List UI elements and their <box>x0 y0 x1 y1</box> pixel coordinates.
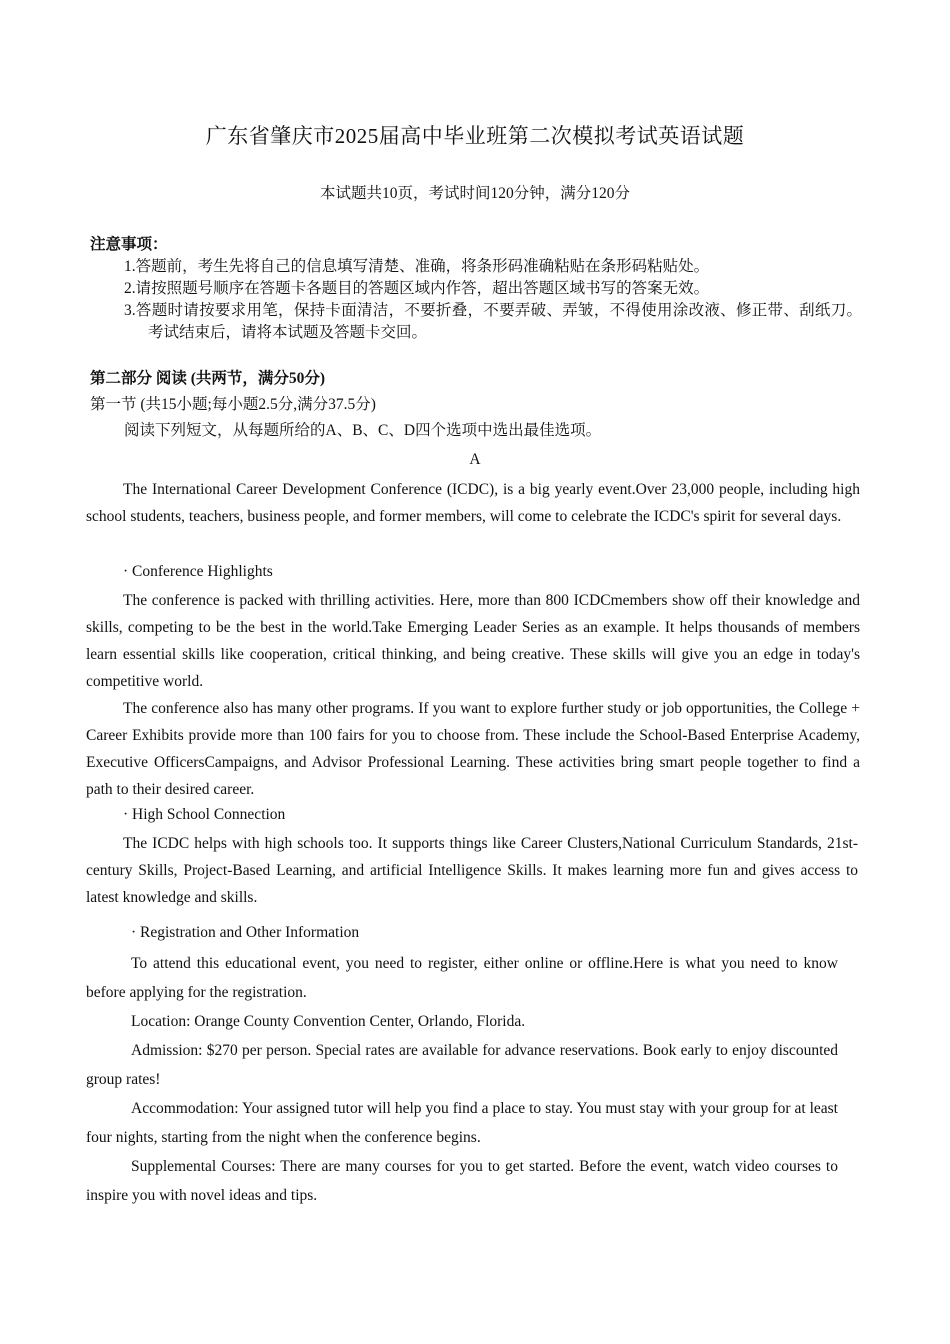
section-subtitle: 第一节 (共15小题;每小题2.5分,满分37.5分) <box>90 396 376 413</box>
notice-item: 3.答题时请按要求用笔，保持卡面清洁，不要折叠，不要弄破、弄皱，不得使用涂改液、修正带、刮纸刀。考试结束后，请将本试题及答题卡交回。 <box>124 302 862 341</box>
section-heading: · Conference Highlights <box>123 563 273 580</box>
highlights-body <box>86 587 860 803</box>
high-school-body <box>86 830 858 911</box>
paragraph: Admission: $270 per person. Special rates are available for advance reservations. Book early to enjoy discounted group rates! <box>86 1042 838 1088</box>
notice-item: 1.答题前，考生先将自己的信息填写清楚、准确，将条形码准确粘贴在条形码粘贴处。 <box>124 258 710 275</box>
exam-title: 广东省肇庆市2025届高中毕业班第二次模拟考试英语试题 <box>205 124 745 148</box>
notice-block <box>90 234 870 344</box>
notice-heading: 注意事项： <box>90 236 168 253</box>
passage-label: A <box>469 451 481 468</box>
section-heading: · Registration and Other Information <box>131 924 360 941</box>
exam-subtitle: 本试题共10页，考试时间120分钟，满分120分 <box>319 185 630 202</box>
paragraph: Location: Orange County Convention Center, Orlando, Florida. <box>131 1013 526 1030</box>
paragraph: The ICDC helps with high schools too. It supports things like Career Clusters,National Curriculum Standards, 21st-century Skills, Project-Based Learning, and artificial Intelligence Skills. It makes learning more fun and gives access to latest knowledge and skills. <box>86 835 858 906</box>
passage-intro <box>86 476 860 530</box>
paragraph: Accommodation: Your assigned tutor will help you find a place to stay. You must stay with your group for at least four nights, starting from the night when the conference begins. <box>86 1100 838 1146</box>
paragraph: Supplemental Courses: There are many courses for you to get started. Before the event, watch video courses to inspire you with novel ideas and tips. <box>86 1158 838 1204</box>
paragraph: The conference is packed with thrilling activities. Here, more than 800 ICDCmembers show off their knowledge and skills, competing to be the best in the world.Take Emerging Leader Series as an example. It helps thousands of members learn essential skills like cooperation, critical thinking, and being creative. These skills will give you an edge in today's competitive world. <box>86 592 860 690</box>
notice-item: 2.请按照题号顺序在答题卡各题目的答题区域内作答，超出答题区域书写的答案无效。 <box>124 280 710 297</box>
paragraph: The International Career Development Conference (ICDC), is a big yearly event.Over 23,000 people, including high school students, teachers, business people, and former members, will come to celebrate the ICDC's spirit for several days. <box>86 481 860 525</box>
registration-body <box>86 949 838 1210</box>
paragraph: The conference also has many other programs. If you want to explore further study or job opportunities, the College + Career Exhibits provide more than 100 fairs for you to choose from. These include the School-Based Enterprise Academy, Executive OfficersCampaigns, and Advisor Professional Learning. These activities bring smart people together to find a path to their desired career. <box>86 700 860 798</box>
paragraph: To attend this educational event, you need to register, either online or offline.Here is what you need to know before applying for the registration. <box>86 955 838 1001</box>
part-title: 第二部分 阅读 (共两节，满分50分) <box>90 370 326 387</box>
section-instruction: 阅读下列短文，从每题所给的A、B、C、D四个选项中选出最佳选项。 <box>124 422 602 439</box>
section-heading: · High School Connection <box>123 806 286 823</box>
section-header <box>90 366 870 444</box>
